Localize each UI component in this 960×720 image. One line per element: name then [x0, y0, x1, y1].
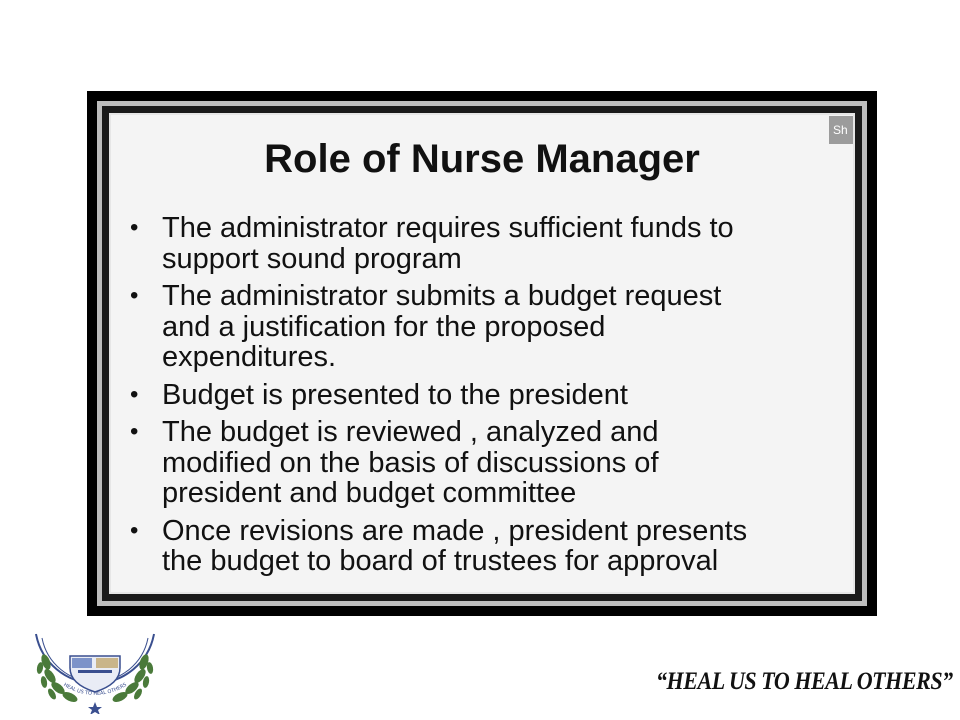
bullet-line: the budget to board of trustees for approval: [162, 545, 719, 577]
bullet-line: support sound program: [162, 242, 462, 275]
bullet-icon: •: [130, 282, 139, 309]
bullet-icon: •: [130, 214, 139, 241]
bullet-item: [119, 213, 864, 274]
bullet-list: [119, 213, 864, 584]
frame-inner-border: [102, 106, 862, 601]
bullet-icon: •: [130, 380, 139, 408]
bullet-line: The budget is reviewed , analyzed and: [162, 416, 659, 448]
bullet-line: The administrator submits a budget request: [162, 280, 722, 312]
frame-border: [97, 101, 867, 606]
bullet-item: [119, 380, 864, 411]
bullet-line: expenditures.: [162, 341, 337, 373]
footer-tagline: “HEAL US TO HEAL OTHERS”: [656, 668, 953, 695]
bullet-line: modified on the basis of discussions of: [162, 446, 659, 479]
bullet-line: and a justification for the proposed: [162, 310, 606, 343]
bullet-item: [119, 516, 864, 577]
bullet-line: Once revisions are made , president presents: [162, 514, 748, 547]
bullet-line: The administrator requires sufficient funds to: [162, 212, 734, 244]
bullet-icon: •: [130, 516, 139, 544]
bullet-line: president and budget committee: [162, 477, 577, 509]
logo-ring-text: HEAL US TO HEAL OTHERS: [62, 681, 128, 698]
overlay-tab[interactable]: Sh: [829, 116, 853, 144]
bullet-line: Budget is presented to the president: [162, 378, 628, 411]
slide-frame: [87, 91, 877, 616]
slide-title: Role of Nurse Manager: [264, 137, 700, 181]
bullet-icon: •: [130, 418, 139, 445]
bullet-item: [119, 281, 864, 373]
content-panel: [109, 113, 855, 594]
bullet-item: [119, 417, 864, 509]
institution-crest-logo-icon: [30, 628, 160, 714]
